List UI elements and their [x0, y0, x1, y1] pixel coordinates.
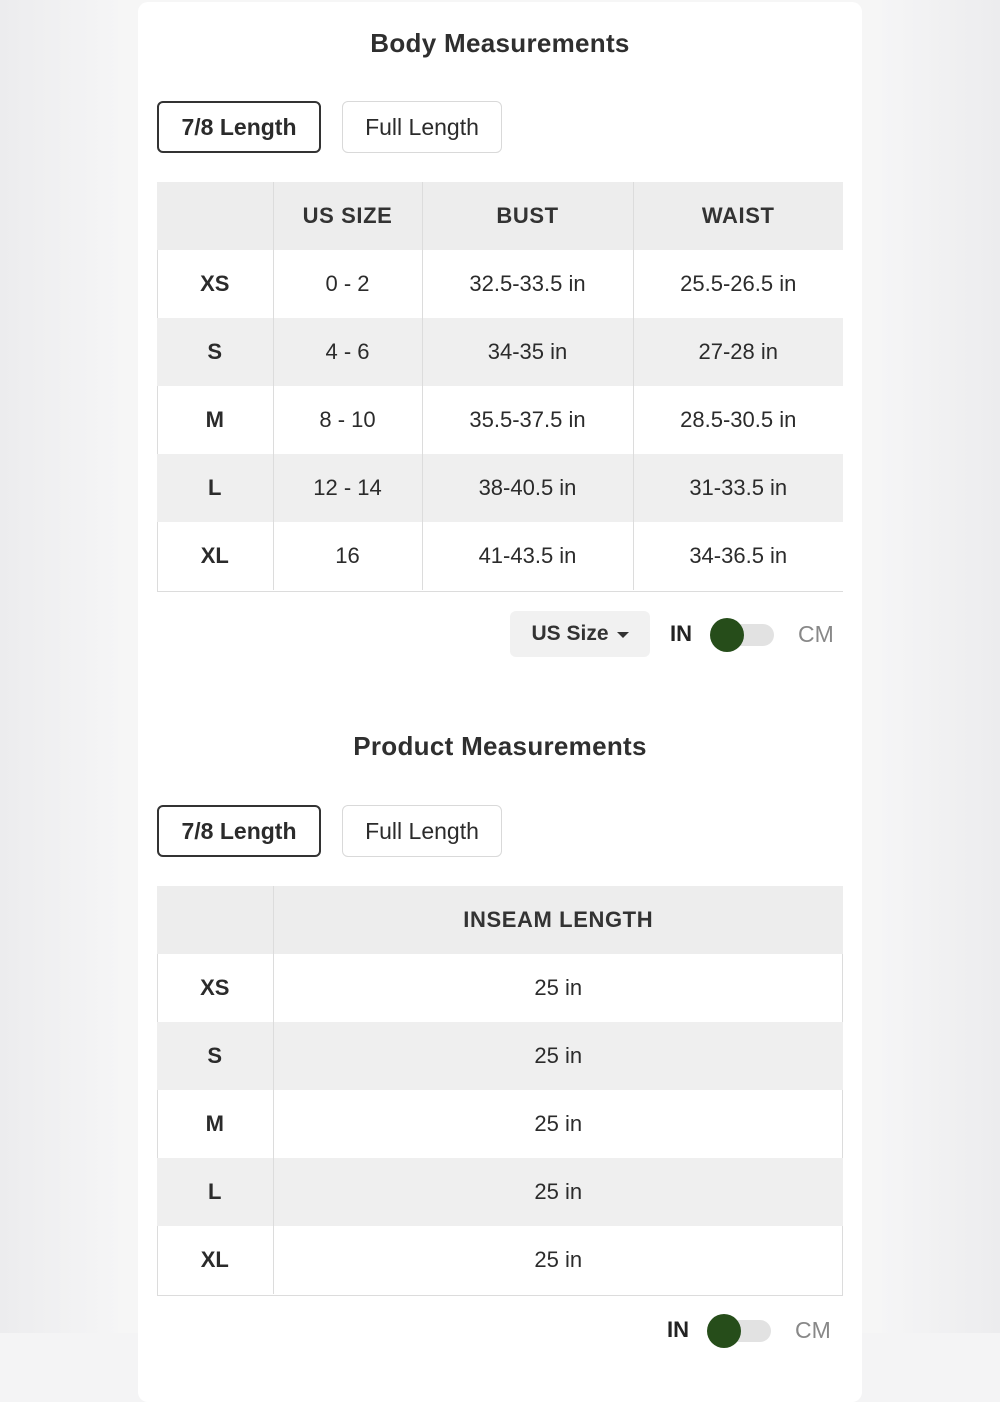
- table-row: [157, 1158, 843, 1226]
- header-size-label: [157, 182, 273, 250]
- product-measurements-table: [157, 886, 843, 1294]
- cell-us-size: 0 - 2: [273, 250, 422, 318]
- cell-inseam: 25 in: [534, 975, 583, 1000]
- row-size: L: [157, 454, 273, 522]
- cell-inseam: 25 in: [534, 1247, 583, 1272]
- row-size: M: [157, 386, 273, 454]
- table-row: [157, 954, 843, 1022]
- cell-us-size: 8 - 10: [273, 386, 422, 454]
- table-row: [157, 386, 843, 454]
- row-size: XL: [157, 522, 273, 590]
- toggle-knob: [710, 618, 744, 652]
- unit-toggle[interactable]: [710, 619, 774, 649]
- cell-waist: 31-33.5 in: [633, 454, 843, 522]
- table-row: [157, 1090, 843, 1158]
- header-inseam-length: INSEAM LENGTH: [273, 886, 843, 954]
- toggle-knob: [707, 1314, 741, 1348]
- cell-bust: 41-43.5 in: [422, 522, 633, 590]
- table-row: [157, 1226, 843, 1294]
- size-guide-card: [138, 2, 862, 1402]
- tab-body-7-8-length[interactable]: 7/8 Length: [157, 101, 321, 153]
- table-header-row: [157, 182, 843, 250]
- unit-cm-label: CM: [798, 620, 834, 647]
- cell-waist: 34-36.5 in: [689, 543, 788, 568]
- row-size: L: [157, 1158, 273, 1226]
- cell-us-size: 16: [273, 522, 422, 590]
- chevron-down-icon: [617, 632, 629, 638]
- tab-product-7-8-length[interactable]: 7/8 Length: [157, 805, 321, 857]
- row-size: XL: [157, 1226, 273, 1294]
- row-size: S: [157, 1022, 273, 1090]
- header-size-label: [157, 886, 273, 954]
- cell-inseam: 25 in: [273, 1022, 843, 1090]
- unit-in-label: IN: [667, 1317, 689, 1342]
- row-size: S: [157, 318, 273, 386]
- body-length-tabs: [157, 101, 502, 153]
- table-row: [157, 1022, 843, 1090]
- cell-bust: 34-35 in: [422, 318, 633, 386]
- table-row: [157, 250, 843, 318]
- body-measurements-title: Body Measurements: [370, 28, 630, 58]
- unit-toggle[interactable]: [707, 1315, 771, 1345]
- body-unit-controls: [510, 611, 834, 657]
- cell-bust: 35.5-37.5 in: [422, 386, 633, 454]
- cell-waist: 25.5-26.5 in: [680, 271, 797, 296]
- table-row: [157, 454, 843, 522]
- row-size: M: [157, 1090, 273, 1158]
- tab-body-full-length[interactable]: Full Length: [342, 101, 502, 153]
- size-system-dropdown[interactable]: [510, 611, 650, 657]
- cell-us-size: 4 - 6: [273, 318, 422, 386]
- cell-inseam: 25 in: [534, 1111, 583, 1136]
- header-us-size: US SIZE: [273, 182, 422, 250]
- body-measurements-table: [157, 182, 843, 590]
- cell-bust: 38-40.5 in: [422, 454, 633, 522]
- table-row: [157, 522, 843, 590]
- cell-waist: 28.5-30.5 in: [680, 407, 797, 432]
- product-measurements-title: Product Measurements: [353, 731, 647, 761]
- table-header-row: [157, 886, 843, 954]
- cell-inseam: 25 in: [273, 1158, 843, 1226]
- size-system-label: US Size: [531, 622, 609, 645]
- cell-us-size: 12 - 14: [273, 454, 422, 522]
- cell-bust: 32.5-33.5 in: [422, 250, 633, 318]
- header-bust: BUST: [422, 182, 633, 250]
- cell-waist: 27-28 in: [633, 318, 843, 386]
- unit-in-label: IN: [670, 621, 692, 646]
- row-size: XS: [157, 250, 273, 318]
- unit-cm-label: CM: [795, 1316, 831, 1343]
- product-length-tabs: [157, 805, 502, 857]
- row-size: XS: [157, 954, 273, 1022]
- table-row: [157, 318, 843, 386]
- tab-product-full-length[interactable]: Full Length: [342, 805, 502, 857]
- header-waist: WAIST: [633, 182, 843, 250]
- product-unit-controls: [667, 1315, 831, 1345]
